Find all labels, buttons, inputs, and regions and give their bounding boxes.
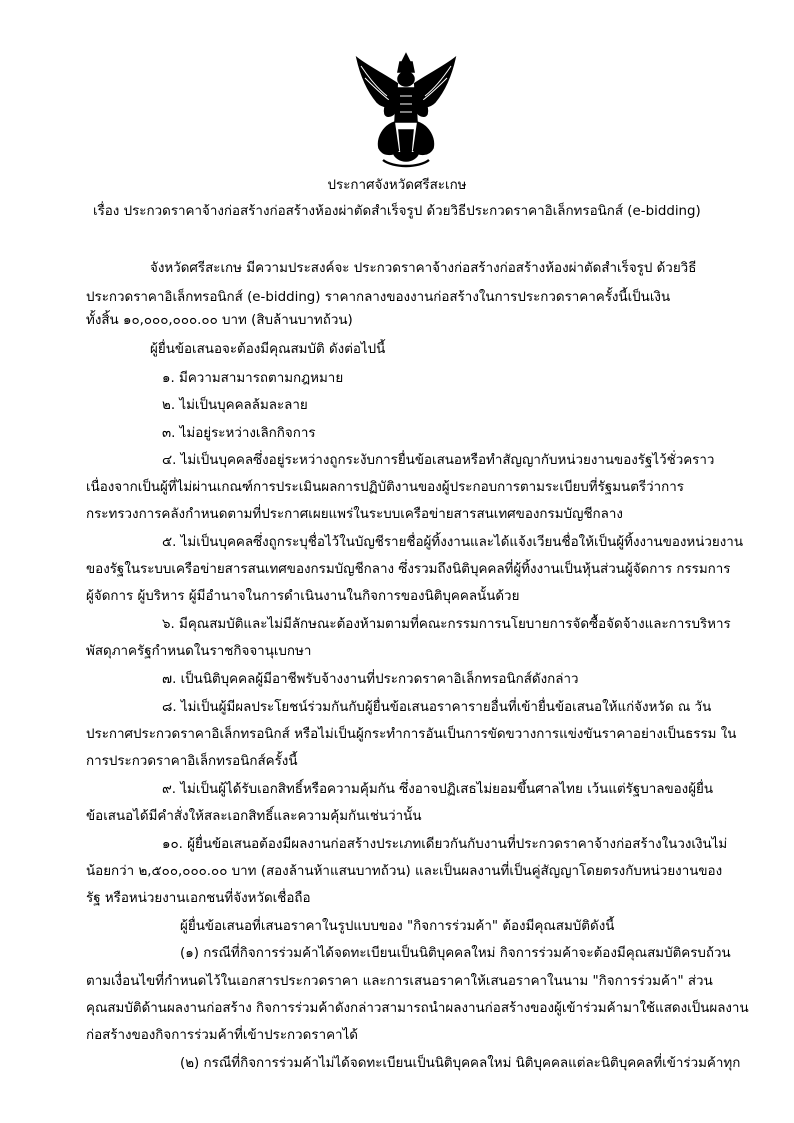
body-line: ทั้งสิ้น ๑๐,๐๐๐,๐๐๐.๐๐ บาท (สิบล้านบาทถ้วน) [86, 313, 353, 328]
body-line: ๙. ไม่เป็นผู้ได้รับเอกสิทธิ์หรือความคุ้มกัน ซึ่งอาจปฏิเสธไม่ยอมขึ้นศาลไทย เว้นแต่รัฐบาลของผู้ยื่น [162, 782, 714, 797]
body-line: พัสดุภาครัฐกำหนดในราชกิจจานุเบกษา [86, 644, 312, 659]
body-line: ๔. ไม่เป็นบุคคลซึ่งอยู่ระหว่างถูกระงับการยื่นข้อเสนอหรือทำสัญญากับหน่วยงานของรัฐไว้ชั่วคราว [162, 453, 715, 468]
body-line: ของรัฐในระบบเครือข่ายสารสนเทศของกรมบัญชีกลาง ซึ่งรวมถึงนิติบุคคลที่ผู้ทิ้งงานเป็นหุ้นส่วนผู้จัดการ กรรมการ [86, 562, 731, 577]
body-line: ๓. ไม่อยู่ระหว่างเลิกกิจการ [162, 426, 316, 441]
announcement-subject: เรื่อง ประกวดราคาจ้างก่อสร้างก่อสร้างห้องผ่าตัดสำเร็จรูป ด้วยวิธีประกวดราคาอิเล็กทรอนิกส์ (e-bidding) [93, 204, 701, 219]
body-line: ข้อเสนอได้มีคำสั่งให้สละเอกสิทธิ์และความคุ้มกันเช่นว่านั้น [86, 809, 422, 824]
body-line: ๑๐. ผู้ยื่นข้อเสนอต้องมีผลงานก่อสร้างประเภทเดียวกันกับงานที่ประกวดราคาจ้างก่อสร้างในวงเงินไม่ [162, 837, 728, 852]
body-line: ตามเงื่อนไขที่กำหนดไว้ในเอกสารประกวดราคา และการเสนอราคาให้เสนอราคาในนาม "กิจการร่วมค้า" ส่วน [86, 974, 713, 989]
body-line: ๒. ไม่เป็นบุคคลล้มละลาย [162, 398, 308, 413]
body-line: ๖. มีคุณสมบัติและไม่มีลักษณะต้องห้ามตามที่คณะกรรมการนโยบายการจัดซื้อจัดจ้างและการบริหาร [162, 617, 731, 632]
body-line: กระทรวงการคลังกำหนดตามที่ประกาศเผยแพร่ในระบบเครือข่ายสารสนเทศของกรมบัญชีกลาง [86, 507, 623, 522]
body-line: ผู้ยื่นข้อเสนอจะต้องมีคุณสมบัติ ดังต่อไปนี้ [150, 342, 386, 357]
body-line: ผู้ยื่นข้อเสนอที่เสนอราคาในรูปแบบของ "กิจการร่วมค้า" ต้องมีคุณสมบัติดังนี้ [180, 919, 615, 934]
body-line: คุณสมบัติด้านผลงานก่อสร้าง กิจการร่วมค้าดังกล่าวสามารถนำผลงานก่อสร้างของผู้เข้าร่วมค้ามาใช้แสดงเป็นผลงาน [86, 1001, 749, 1016]
body-line: การประกวดราคาอิเล็กทรอนิกส์ครั้งนี้ [86, 754, 298, 769]
body-line: ๘. ไม่เป็นผู้มีผลประโยชน์ร่วมกันกับผู้ยื่นข้อเสนอราคารายอื่นที่เข้ายื่นข้อเสนอให้แก่จังหวัด ณ วัน [162, 700, 712, 715]
body-line: ๗. เป็นนิติบุคคลผู้มีอาชีพรับจ้างงานที่ประกวดราคาอิเล็กทรอนิกส์ดังกล่าว [162, 672, 579, 687]
body-line: รัฐ หรือหน่วยงานเอกชนที่จังหวัดเชื่อถือ [86, 891, 311, 906]
body-line: ประกาศประกวดราคาอิเล็กทรอนิกส์ หรือไม่เป็นผู้กระทำการอันเป็นการขัดขวางการแข่งขันราคาอย่างเป็นธรรม ใน [86, 727, 737, 742]
body-line: ๕. ไม่เป็นบุคคลซึ่งถูกระบุชื่อไว้ในบัญชีรายชื่อผู้ทิ้งงานและได้แจ้งเวียนชื่อให้เป็นผู้ทิ้งงานของหน่วยงาน [162, 535, 743, 550]
body-line: ๑. มีความสามารถตามกฎหมาย [162, 371, 344, 386]
garuda-emblem-icon [353, 52, 459, 170]
body-line: (๑) กรณีที่กิจการร่วมค้าได้จดทะเบียนเป็นนิติบุคคลใหม่ กิจการร่วมค้าจะต้องมีคุณสมบัติครบถ้วน [180, 946, 731, 961]
body-line: น้อยกว่า ๒,๕๐๐,๐๐๐.๐๐ บาท (สองล้านห้าแสนบาทถ้วน) และเป็นผลงานที่เป็นคู่สัญญาโดยตรงกับหน่วยงานของ [86, 864, 723, 879]
body-line: ประกวดราคาอิเล็กทรอนิกส์ (e-bidding) ราคากลางของงานก่อสร้างในการประกวดราคาครั้งนี้เป็นเงิน [86, 290, 671, 305]
body-line: เนื่องจากเป็นผู้ที่ไม่ผ่านเกณฑ์การประเมินผลการปฏิบัติงานของผู้ประกอบการตามระเบียบที่รัฐมนตรีว่าการ [86, 480, 684, 495]
body-line: ผู้จัดการ ผู้บริหาร ผู้มีอำนาจในการดำเนินงานในกิจการของนิติบุคคลนั้นด้วย [86, 589, 520, 604]
body-line: ก่อสร้างของกิจการร่วมค้าที่เข้าประกวดราคาได้ [86, 1028, 358, 1043]
announcement-title: ประกาศจังหวัดศรีสะเกษ [327, 178, 467, 193]
body-line: (๒) กรณีที่กิจการร่วมค้าไม่ได้จดทะเบียนเป็นนิติบุคคลใหม่ นิติบุคคลแต่ละนิติบุคคลที่เข้าร่วมค้าทุก [180, 1056, 741, 1071]
body-line: จังหวัดศรีสะเกษ มีความประสงค์จะ ประกวดราคาจ้างก่อสร้างก่อสร้างห้องผ่าตัดสำเร็จรูป ด้วยวิธี [150, 261, 697, 276]
